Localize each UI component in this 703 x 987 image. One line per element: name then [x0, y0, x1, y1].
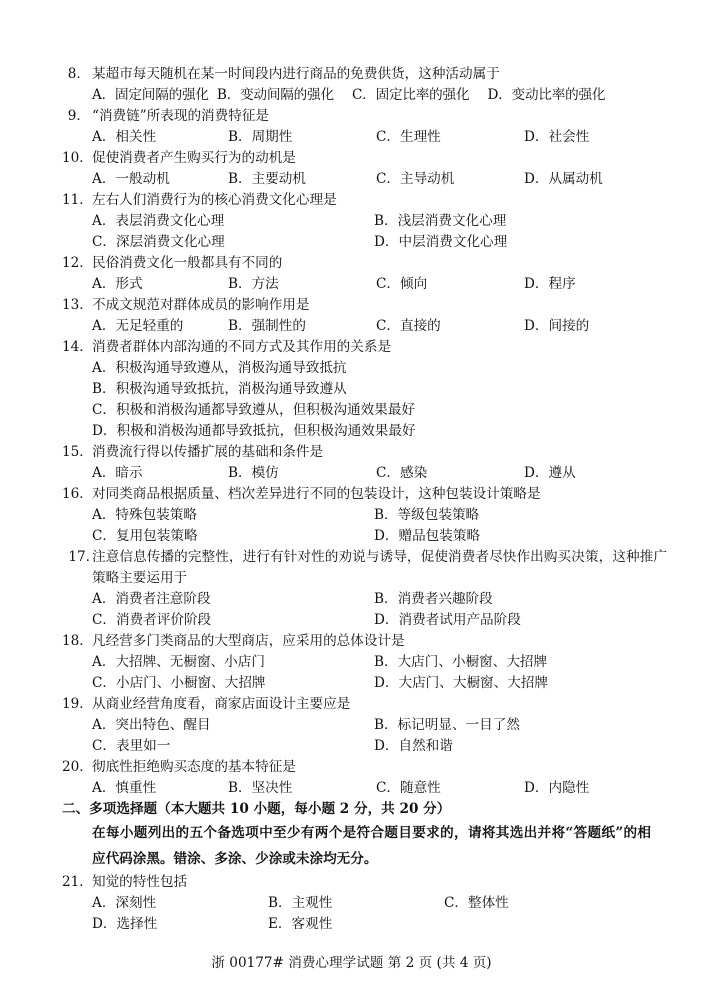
question-8: [0, 64, 703, 85]
option-b: B．大店门、小橱窗、大招牌: [374, 654, 548, 670]
options-row: [0, 526, 703, 547]
option-a: A．大招牌、无橱窗、小店门: [92, 654, 265, 670]
option-c: C．主导动机: [376, 171, 455, 187]
option-d: D．程序: [524, 276, 576, 292]
option-c: C．积极和消极沟通都导致遵从，但积极沟通效果最好: [92, 402, 416, 418]
option-a: A．一般动机: [92, 171, 170, 187]
option-a: A．相关性: [92, 129, 157, 145]
question-number: 21．: [62, 874, 93, 890]
options-row: [0, 211, 703, 232]
question-19: [0, 694, 703, 715]
question-number: 16．: [62, 486, 93, 502]
options-row: [0, 652, 703, 673]
option-c: C．复用包装策略: [92, 528, 198, 544]
question-stem: 不成文规范对群体成员的影响作用是: [92, 297, 310, 313]
option-a: A．表层消费文化心理: [92, 213, 225, 229]
option-b: B．强制性的: [228, 318, 306, 334]
question-stem: 凡经营多门类商品的大型商店，应采用的总体设计是: [92, 633, 405, 649]
option-d: D．选择性: [92, 916, 158, 932]
question-12: [0, 253, 703, 274]
page-footer: 浙 00177# 消费心理学试题 第 2 页 (共 4 页): [211, 955, 492, 971]
question-18: [0, 631, 703, 652]
options-row: [0, 85, 703, 106]
question-number: 9．: [67, 108, 90, 124]
question-stem: 消费流行得以传播扩展的基础和条件是: [92, 444, 324, 460]
question-stem: 消费者群体内部沟通的不同方式及其作用的关系是: [92, 339, 392, 355]
option-b: B．模仿: [228, 465, 279, 481]
option-a: A．无足轻重的: [92, 318, 184, 334]
option-a: A．特殊包装策略: [92, 507, 197, 523]
options-row: [0, 893, 703, 914]
options-row: [0, 715, 703, 736]
section-2-instruction: 在每小题列出的五个备选项中至少有两个是符合题目要求的，请将其选出并将“答题纸”的相应代码涂黑。错涂、多涂、少涂或未涂均无分。: [92, 825, 651, 867]
option-c: C．整体性: [444, 895, 509, 911]
question-number: 8．: [67, 66, 90, 82]
option-c: C．随意性: [376, 780, 441, 796]
question-20: [0, 757, 703, 778]
option-b: B．消费者兴趣阶段: [374, 591, 493, 607]
options-row: [0, 169, 703, 190]
option-b: B．浅层消费文化心理: [374, 213, 507, 229]
options-row: [0, 274, 703, 295]
option-b: B．积极沟通导致抵抗，消极沟通导致遵从: [92, 381, 347, 397]
option-b: B．坚决性: [228, 780, 293, 796]
question-stem: 某超市每天随机在某一时间段内进行商品的免费供货，这种活动属于: [92, 66, 500, 82]
option-a: A．突出特色、醒目: [92, 717, 211, 733]
question-stem: 彻底性拒绝购买态度的基本特征是: [92, 759, 296, 775]
question-17: [0, 547, 703, 589]
question-9: [0, 106, 703, 127]
question-10: [0, 148, 703, 169]
option-c: C．直接的: [376, 318, 441, 334]
question-number: 17.: [68, 549, 90, 565]
option-d: D．内隐性: [524, 780, 590, 796]
options-row: [0, 589, 703, 610]
option-c: C．倾向: [376, 276, 428, 292]
question-number: 14．: [62, 339, 93, 355]
option-d: D．赠品包装策略: [374, 528, 481, 544]
question-stem: 左右人们消费行为的核心消费文化心理是: [92, 192, 337, 208]
section-2-title: 二、多项选择题（本大题共 10 小题，每小题 2 分，共 20 分）: [62, 801, 451, 817]
option-c: C．感染: [376, 465, 428, 481]
question-stem: “消费链”所表现的消费特征是: [92, 108, 270, 124]
option-b: B．主要动机: [228, 171, 306, 187]
question-15: [0, 442, 703, 463]
options-row: [0, 127, 703, 148]
option-c: C．消费者评价阶段: [92, 612, 212, 628]
option-d: D．变动比率的强化: [487, 87, 606, 103]
options-row: [0, 505, 703, 526]
question-number: 13．: [62, 297, 93, 313]
question-11: [0, 190, 703, 211]
question-stem: 对同类商品根据质量、档次差异进行不同的包装设计，这种包装设计策略是: [92, 486, 541, 502]
option-a: A．固定间隔的强化: [92, 87, 209, 103]
option-a: A．消费者注意阶段: [92, 591, 211, 607]
option-d: D．间接的: [524, 318, 590, 334]
option-d: D．中层消费文化心理: [374, 234, 508, 250]
option-d: D．大店门、大橱窗、大招牌: [374, 675, 549, 691]
question-stem: 民俗消费文化一般都具有不同的: [92, 255, 283, 271]
question-number: 19．: [62, 696, 93, 712]
question-number: 11．: [62, 192, 93, 208]
option-c: C．小店门、小橱窗、大招牌: [92, 675, 266, 691]
question-13: [0, 295, 703, 316]
option-a: A．慎重性: [92, 780, 157, 796]
option-b: B．周期性: [228, 129, 293, 145]
option-a: A．积极沟通导致遵从，消极沟通导致抵抗: [92, 360, 347, 376]
question-14: [0, 337, 703, 358]
option-c: C．固定比率的强化: [351, 87, 470, 103]
option-d: D．社会性: [524, 129, 590, 145]
option-b: B．主观性: [268, 895, 333, 911]
options-row: [0, 673, 703, 694]
question-stem: 注意信息传播的完整性，进行有针对性的劝说与诱导，促使消费者尽快作出购买决策，这种推广策略主要运用于: [92, 549, 667, 586]
question-stem: 知觉的特性包括: [92, 874, 188, 890]
option-a: A．暗示: [92, 465, 143, 481]
option-a: A．形式: [92, 276, 143, 292]
question-21: [0, 872, 703, 893]
question-number: 20．: [62, 759, 93, 775]
option-c: C．表里如一: [92, 738, 171, 754]
option-a: A．深刻性: [92, 895, 157, 911]
question-number: 18．: [62, 633, 93, 649]
option-d: D．自然和谐: [374, 738, 453, 754]
option-d: D．积极和消极沟通都导致抵抗，但积极沟通效果最好: [92, 423, 416, 439]
options-row: [0, 778, 703, 799]
option-b: B．等级包装策略: [374, 507, 480, 523]
option-d: D．遵从: [524, 465, 576, 481]
options-row: [0, 736, 703, 757]
option-e: E．客观性: [268, 916, 333, 932]
option-b: B．方法: [228, 276, 279, 292]
option-d: D．消费者试用产品阶段: [374, 612, 521, 628]
options-row: [0, 232, 703, 253]
option-c: C．深层消费文化心理: [92, 234, 225, 250]
option-d: D．从属动机: [524, 171, 603, 187]
options-row: [0, 316, 703, 337]
question-stem: 从商业经营角度看，商家店面设计主要应是: [92, 696, 351, 712]
option-b: B．变动间隔的强化: [216, 87, 334, 103]
options-row: [0, 463, 703, 484]
option-b: B．标记明显、一目了然: [374, 717, 520, 733]
question-number: 12．: [62, 255, 93, 271]
option-c: C．生理性: [376, 129, 441, 145]
question-stem: 促使消费者产生购买行为的动机是: [92, 150, 296, 166]
options-row: [0, 914, 703, 935]
question-16: [0, 484, 703, 505]
question-number: 15．: [62, 444, 93, 460]
options-row: [0, 610, 703, 631]
question-number: 10．: [62, 150, 93, 166]
